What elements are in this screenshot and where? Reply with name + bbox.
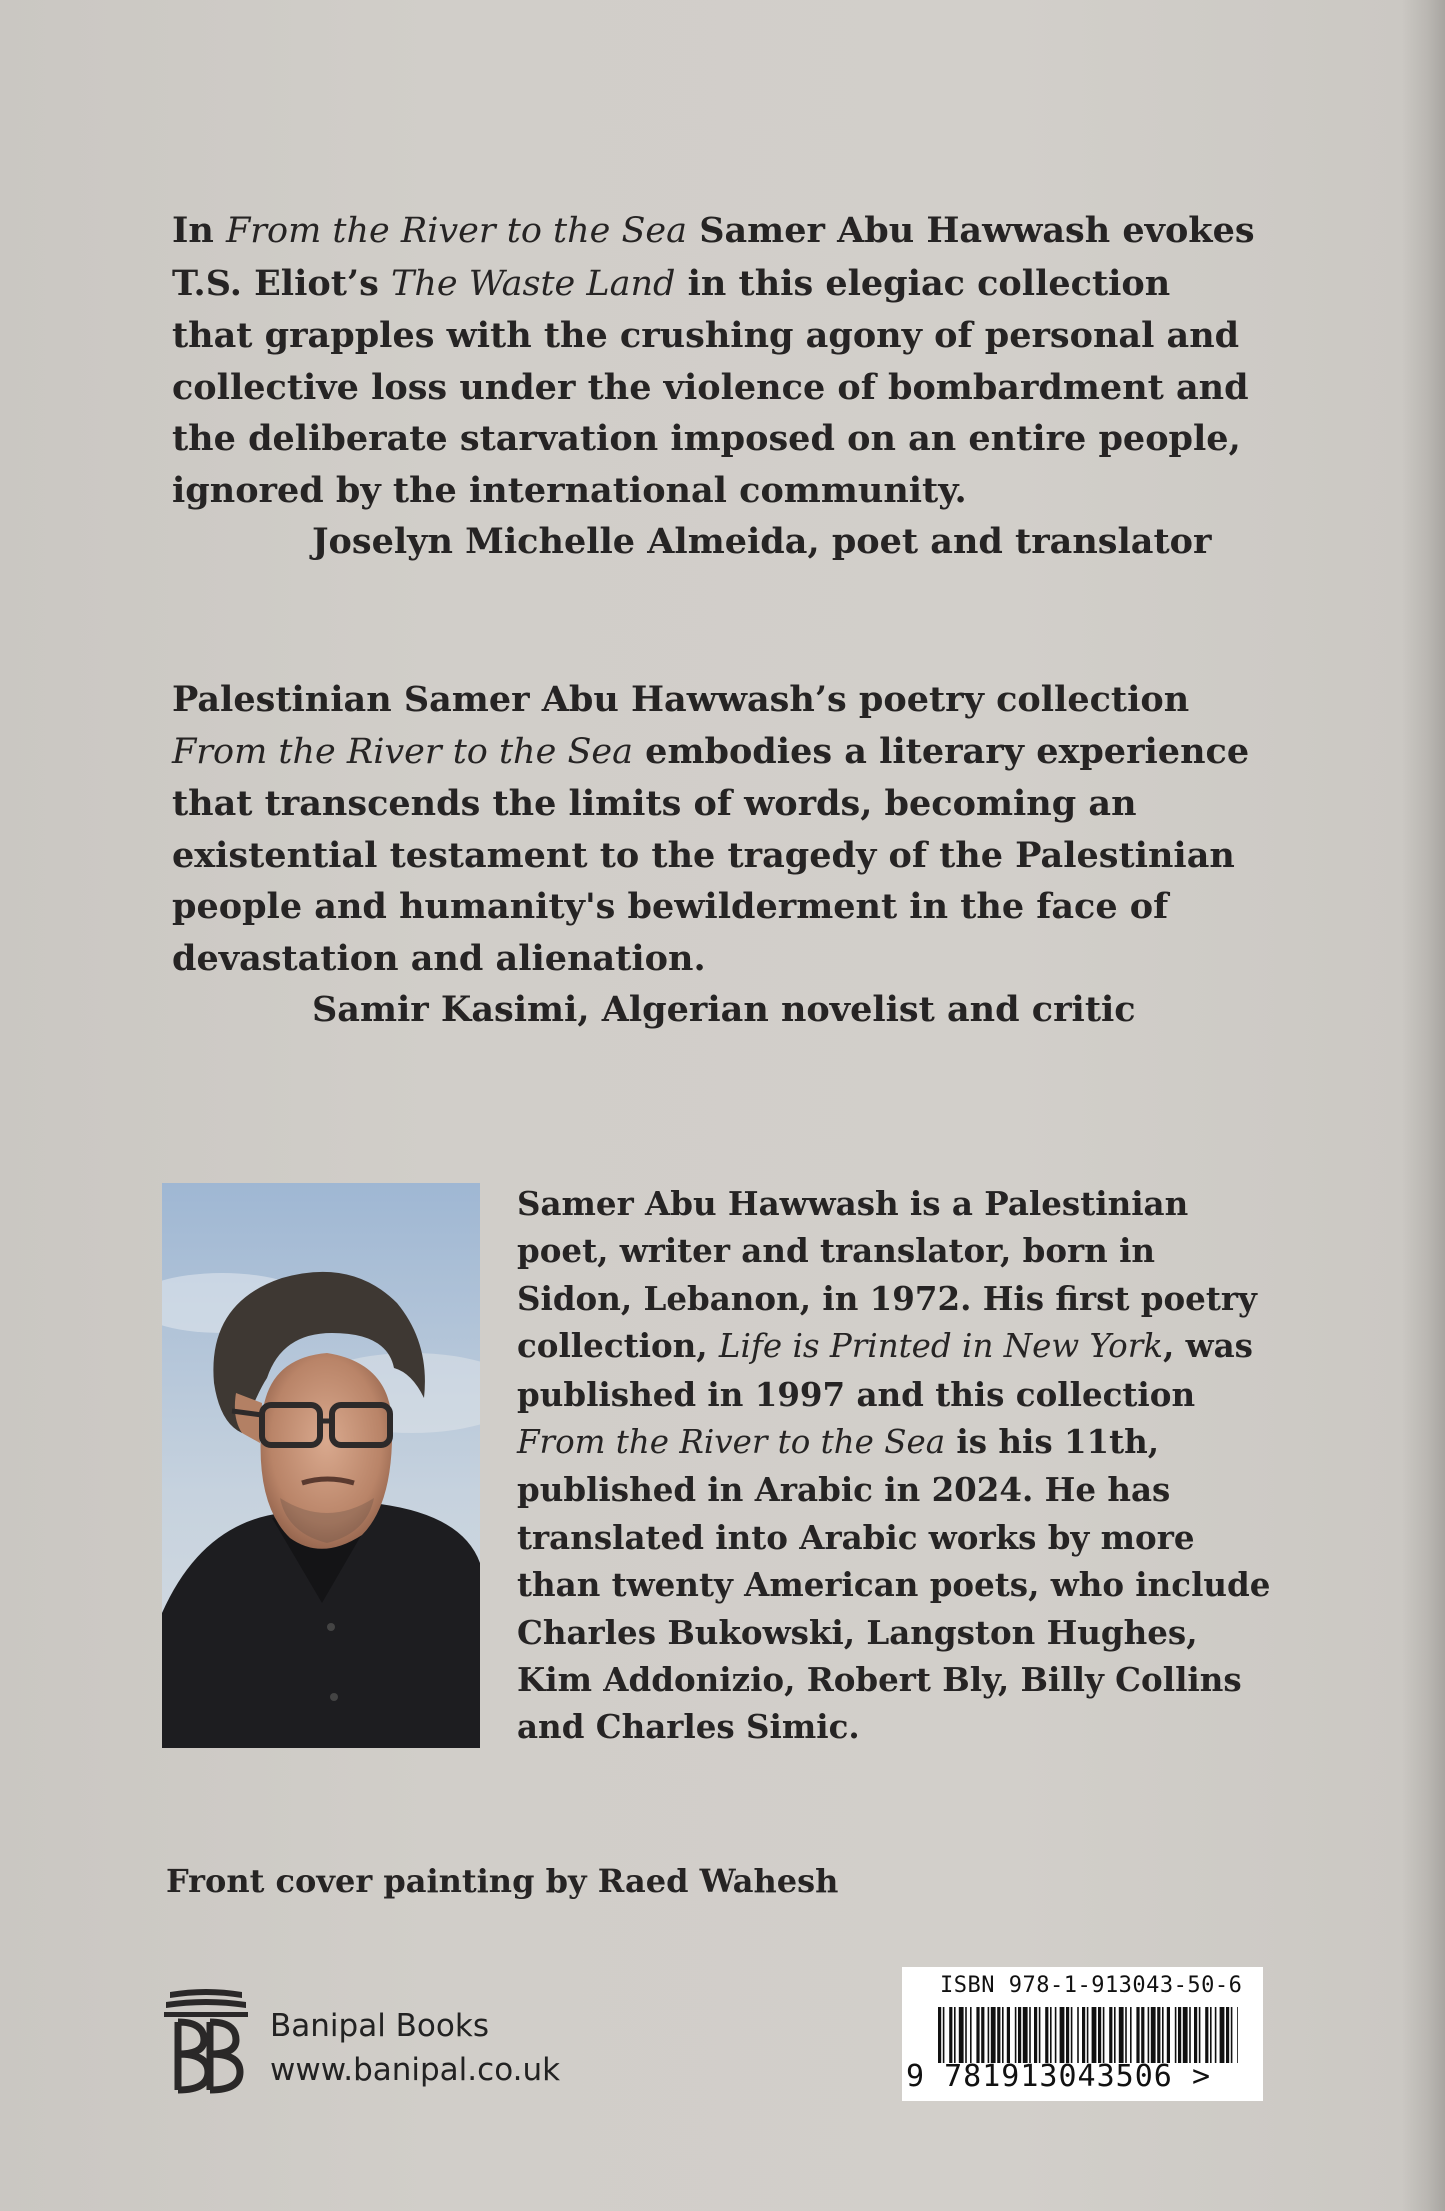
barcode-bar — [1141, 2007, 1144, 2063]
barcode-bar — [1199, 2007, 1201, 2063]
review-blurb-2 — [172, 674, 1312, 1036]
blurb-line: In From the River to the Sea Samer Abu Hawwash evokes — [172, 210, 1255, 251]
bio-line: poet, writer and translator, born in — [517, 1231, 1156, 1271]
blurb-line: T.S. Eliot’s The Waste Land in this elegiac collection — [172, 262, 1171, 304]
barcode-bar — [1178, 2007, 1181, 2063]
barcode-bar — [1029, 2007, 1031, 2063]
book-title: From the River to the Sea — [172, 731, 633, 772]
review-blurb-1 — [172, 205, 1312, 568]
barcode-bar — [1125, 2007, 1127, 2063]
barcode-bar — [1210, 2007, 1212, 2063]
bio-line: From the River to the Sea is his 11th, — [517, 1422, 1160, 1462]
barcode-bar — [1018, 2007, 1021, 2063]
bio-line: than twenty American poets, who include — [517, 1565, 1271, 1605]
barcode-bar — [1231, 2007, 1233, 2063]
barcode-bar — [1162, 2007, 1164, 2063]
bio-line: Charles Bukowski, Langston Hughes, — [517, 1612, 1198, 1652]
barcode-bar — [1060, 2007, 1065, 2063]
barcode-bar — [1092, 2007, 1097, 2063]
author-bio — [517, 1180, 1397, 1751]
barcode-bar — [1002, 2007, 1004, 2063]
bio-line: published in 1997 and this collection — [517, 1374, 1196, 1414]
bio-line: and Charles Simic. — [517, 1707, 860, 1747]
barcode-bar — [1215, 2007, 1217, 2063]
barcode-bar — [1055, 2007, 1057, 2063]
barcode-bar — [1045, 2007, 1048, 2063]
barcode-bar — [1023, 2007, 1028, 2063]
barcode-bar — [1189, 2007, 1191, 2063]
cover-credit: Front cover painting by Raed Wahesh — [166, 1862, 839, 1900]
barcode-bar — [1071, 2007, 1073, 2063]
publisher-name: Banipal Books — [270, 2008, 489, 2044]
bio-line: collection, Life is Printed in New York, was — [517, 1326, 1253, 1366]
barcode-bar — [1220, 2007, 1225, 2063]
blurb-line: devastation and alienation. — [172, 937, 706, 979]
barcode-bar — [1205, 2007, 1208, 2063]
barcode-bar — [1237, 2007, 1238, 2063]
blurb-line: existential testament to the tragedy of the Palestinian — [172, 834, 1235, 876]
author-photo — [162, 1183, 480, 1748]
blurb-line: that grapples with the crushing agony of personal and — [172, 315, 1240, 356]
barcode-digits: 9 781913043506 > — [906, 2059, 1211, 2094]
barcode-bar — [1167, 2007, 1170, 2063]
barcode-bar — [1175, 2007, 1177, 2063]
barcode-bar — [1034, 2007, 1037, 2063]
barcode-bar — [1136, 2007, 1139, 2063]
barcode-bar — [1114, 2007, 1116, 2063]
blurb-line: people and humanity's bewilderment in the face of — [172, 886, 1169, 927]
barcode-bar — [1015, 2007, 1017, 2063]
barcode-bar — [1103, 2007, 1105, 2063]
barcode-bar — [970, 2007, 972, 2063]
barcode-bar — [976, 2007, 979, 2063]
barcode-bar — [991, 2007, 996, 2063]
barcode-bar — [1087, 2007, 1089, 2063]
blurb-attribution: Joselyn Michelle Almeida, poet and translator — [312, 521, 1212, 562]
book-title: From the River to the Sea — [517, 1423, 946, 1462]
barcode-bar — [938, 2007, 941, 2063]
bio-line: published in Arabic in 2024. He has — [517, 1470, 1171, 1510]
barcode-bar — [1039, 2007, 1041, 2063]
blurb-attribution: Samir Kasimi, Algerian novelist and critic — [312, 989, 1136, 1030]
barcode-bar — [959, 2007, 964, 2063]
barcode-bars — [938, 2007, 1238, 2063]
barcode-bar — [949, 2007, 952, 2063]
barcode-bar — [1109, 2007, 1112, 2063]
banipal-bb-logo-icon — [160, 1986, 252, 2098]
barcode-bar — [1151, 2007, 1156, 2063]
barcode-bar — [1050, 2007, 1052, 2063]
blurb-line: the deliberate starvation imposed on an entire people, — [172, 418, 1241, 459]
blurb-line: ignored by the international community. — [172, 469, 967, 511]
barcode-bar — [1183, 2007, 1188, 2063]
barcode-bar — [1130, 2007, 1132, 2063]
barcode-bar — [988, 2007, 990, 2063]
barcode-bar — [1066, 2007, 1069, 2063]
barcode-bar — [954, 2007, 956, 2063]
barcode-bar — [965, 2007, 967, 2063]
barcode-bar — [997, 2007, 1000, 2063]
spine-shadow — [1401, 0, 1445, 2211]
barcode-bar — [1148, 2007, 1150, 2063]
earlier-book-title: Life is Printed in New York — [718, 1327, 1163, 1366]
bio-line: Sidon, Lebanon, in 1972. His first poetry — [517, 1278, 1257, 1318]
referenced-title: The Waste Land — [390, 263, 676, 304]
barcode-bar — [981, 2007, 984, 2063]
author-portrait-illustration — [162, 1183, 480, 1748]
publisher-info — [270, 2004, 560, 2092]
barcode-bar — [943, 2007, 945, 2063]
blurb-line: Palestinian Samer Abu Hawwash’s poetry collection — [172, 679, 1190, 720]
blurb-line: collective loss under the violence of bombardment and — [172, 366, 1249, 408]
barcode-bar — [1194, 2007, 1197, 2063]
barcode-bar — [1226, 2007, 1229, 2063]
blurb-line: that transcends the limits of words, becoming an — [172, 783, 1137, 824]
barcode-bar — [1119, 2007, 1124, 2063]
isbn-barcode — [902, 1967, 1263, 2101]
bio-line: Samer Abu Hawwash is a Palestinian — [517, 1184, 1189, 1223]
publisher-website[interactable]: www.banipal.co.uk — [270, 2052, 561, 2088]
barcode-bar — [1082, 2007, 1085, 2063]
bio-line: Kim Addonizio, Robert Bly, Billy Collins — [517, 1660, 1242, 1700]
blurb-line: From the River to the Sea embodies a literary experience — [172, 730, 1250, 772]
book-title: From the River to the Sea — [226, 211, 688, 251]
barcode-bar — [1077, 2007, 1079, 2063]
barcode-bar — [1157, 2007, 1160, 2063]
isbn-label: ISBN 978-1-913043-50-6 — [940, 1973, 1243, 1998]
barcode-bar — [1007, 2007, 1010, 2063]
barcode-bar — [1098, 2007, 1101, 2063]
bio-line: translated into Arabic works by more — [517, 1517, 1195, 1557]
